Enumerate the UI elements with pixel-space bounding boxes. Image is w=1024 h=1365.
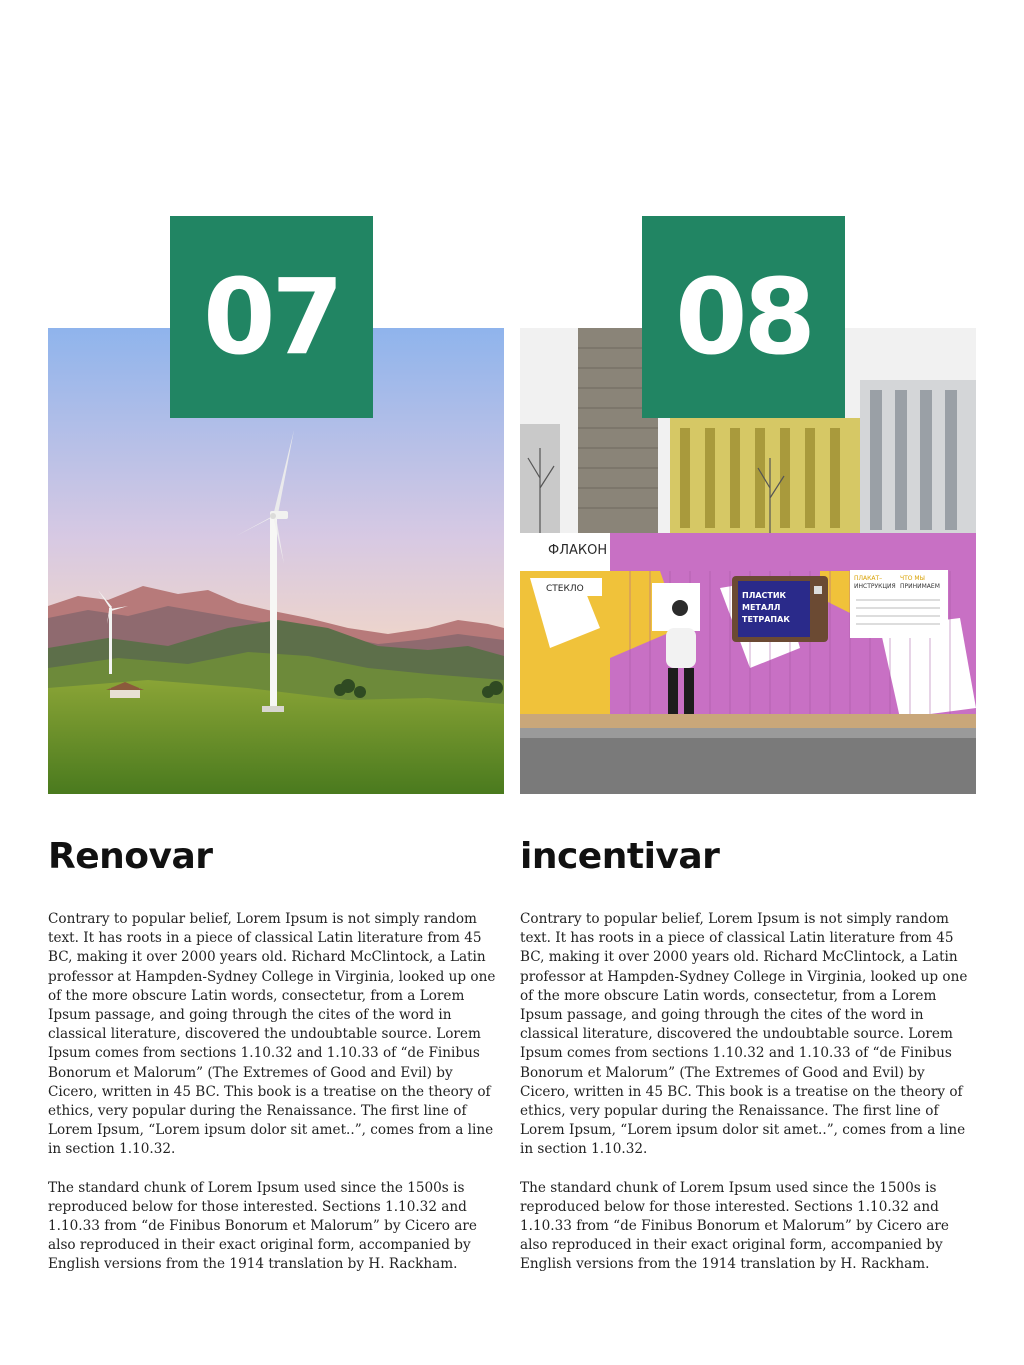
- tv-line-2: МЕТАЛЛ: [742, 603, 781, 612]
- poster-line-4: ПРИНИМАЕМ: [900, 583, 940, 590]
- paragraph: The standard chunk of Lorem Ipsum used since the 1500s is reproduced below for those interested. Sections 1.10.32 and 1.10.33 from “de Finibus Bonorum et Malorum” by Cicero are also reproduced in their exact original form, accompanied by English versions from the 1914 translation by H. Rackham.: [520, 1179, 949, 1273]
- paragraph: Contrary to popular belief, Lorem Ipsum is not simply random text. It has roots in a piece of classical Latin literature from 45 BC, making it over 2000 years old. Richard McClintock, a Latin professor at Hampden-Sydney College in Virginia, looked up one of the more obscure Latin words, consectetur, from a Lorem Ipsum passage, and going through the cites of the word in classical literature, discovered the undoubtable source. Lorem Ipsum comes from sections 1.10.32 and 1.10.33 of “de Finibus Bonorum et Malorum” (The Extremes of Good and Evil) by Cicero, written in 45 BC. This book is a treatise on the theory of ethics, very popular during the Renaissance. The first line of Lorem Ipsum, “Lorem ipsum dolor sit amet..”, comes from a line in section 1.10.32.: [48, 911, 496, 1158]
- paragraph: Contrary to popular belief, Lorem Ipsum is not simply random text. It has roots in a piece of classical Latin literature from 45 BC, making it over 2000 years old. Richard McClintock, a Latin professor at Hampden-Sydney College in Virginia, looked up one of the more obscure Latin words, consectetur, from a Lorem Ipsum passage, and going through the cites of the word in classical literature, discovered the undoubtable source. Lorem Ipsum comes from sections 1.10.32 and 1.10.33 of “de Finibus Bonorum et Malorum” (The Extremes of Good and Evil) by Cicero, written in 45 BC. This book is a treatise on the theory of ethics, very popular during the Renaissance. The first line of Lorem Ipsum, “Lorem ipsum dolor sit amet..”, comes from a line in section 1.10.32.: [520, 911, 968, 1158]
- article-title: Renovar: [48, 836, 213, 877]
- tv-line-1: ПЛАСТИК: [742, 591, 787, 600]
- article-title: incentivar: [520, 836, 720, 877]
- number-badge: 07: [170, 216, 373, 418]
- article-body: [520, 910, 976, 1294]
- sign-brand: ФЛАКОН: [548, 543, 608, 558]
- paragraph: The standard chunk of Lorem Ipsum used since the 1500s is reproduced below for those interested. Sections 1.10.32 and 1.10.33 from “de Finibus Bonorum et Malorum” by Cicero are also reproduced in their exact original form, accompanied by English versions from the 1914 translation by H. Rackham.: [48, 1179, 477, 1273]
- poster-line-2: ИНСТРУКЦИЯ: [854, 583, 896, 590]
- sign-steklo: СТЕКЛО: [546, 584, 584, 594]
- tv-line-3: ТЕТРАПАК: [742, 615, 790, 624]
- article-body: [48, 910, 504, 1294]
- number-badge: 08: [642, 216, 845, 418]
- poster-line-1: ПЛАКАТ–: [854, 575, 883, 582]
- poster-line-3: ЧТО МЫ: [900, 575, 925, 582]
